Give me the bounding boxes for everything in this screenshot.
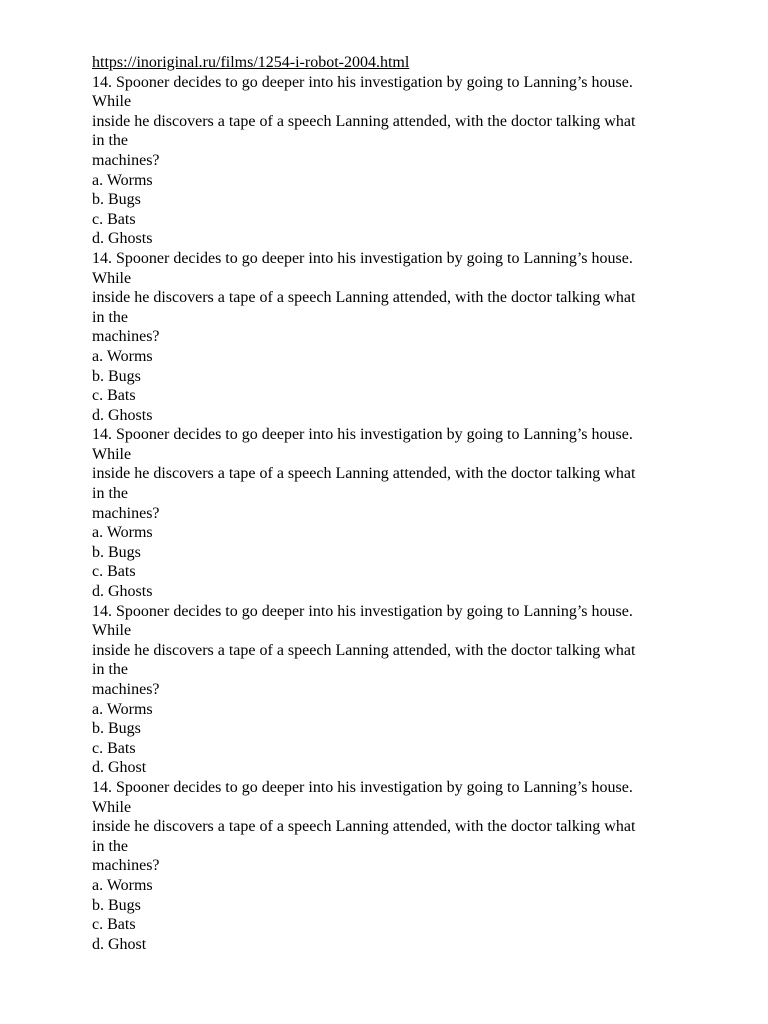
question-text-line: 14. Spooner decides to go deeper into his investigation by going to Lanning’s house.: [92, 426, 633, 444]
answer-option: d. Ghosts: [92, 406, 153, 424]
question-block: [92, 778, 732, 954]
question-text-line: While: [92, 622, 132, 640]
question-block: [92, 602, 732, 778]
question-text-line: While: [92, 93, 132, 111]
question-text-line: While: [92, 798, 132, 816]
answer-option: c. Bats: [92, 916, 136, 934]
question-text-line: in the: [92, 308, 128, 326]
answer-option: a. Worms: [92, 700, 153, 718]
answer-option: a. Worms: [92, 347, 153, 365]
answer-option: c. Bats: [92, 563, 136, 581]
answer-option: d. Ghosts: [92, 230, 153, 248]
question-text-line: inside he discovers a tape of a speech Lanning attended, with the doctor talking what: [92, 818, 636, 836]
question-text-line: machines?: [92, 857, 160, 875]
answer-option: d. Ghost: [92, 935, 147, 953]
answer-option: b. Bugs: [92, 896, 141, 914]
answer-option: a. Worms: [92, 171, 153, 189]
question-text-line: inside he discovers a tape of a speech Lanning attended, with the doctor talking what: [92, 641, 636, 659]
answer-option: b. Bugs: [92, 720, 141, 738]
question-text-line: machines?: [92, 681, 160, 698]
question-text-line: in the: [92, 132, 128, 150]
question-text-line: in the: [92, 661, 128, 679]
question-text-line: inside he discovers a tape of a speech Lanning attended, with the doctor talking what: [92, 465, 636, 483]
question-text-line: in the: [92, 485, 128, 503]
answer-option: d. Ghosts: [92, 583, 153, 601]
question-text-line: While: [92, 269, 132, 287]
answer-option: a. Worms: [92, 524, 153, 542]
question-block: [92, 249, 732, 425]
question-text-line: machines?: [92, 504, 160, 522]
question-list: [92, 73, 732, 955]
question-text-line: inside he discovers a tape of a speech Lanning attended, with the doctor talking what: [92, 289, 636, 307]
question-text-line: 14. Spooner decides to go deeper into his investigation by going to Lanning’s house.: [92, 778, 633, 796]
question-text-line: in the: [92, 837, 128, 855]
question-text-line: inside he discovers a tape of a speech Lanning attended, with the doctor talking what: [92, 112, 636, 130]
answer-option: b. Bugs: [92, 543, 141, 561]
answer-option: d. Ghost: [92, 759, 147, 777]
question-text-line: 14. Spooner decides to go deeper into his investigation by going to Lanning’s house.: [92, 602, 633, 620]
answer-option: b. Bugs: [92, 191, 141, 209]
question-text-line: machines?: [92, 328, 160, 346]
answer-option: c. Bats: [92, 210, 136, 228]
question-text-line: While: [92, 445, 132, 463]
question-text-line: machines?: [92, 151, 160, 169]
document-page: [92, 53, 732, 954]
question-text-line: 14. Spooner decides to go deeper into his investigation by going to Lanning’s house.: [92, 73, 633, 91]
question-text-line: 14. Spooner decides to go deeper into his investigation by going to Lanning’s house.: [92, 249, 633, 267]
answer-option: c. Bats: [92, 739, 136, 757]
answer-option: b. Bugs: [92, 367, 141, 385]
question-block: [92, 73, 732, 249]
question-block: [92, 425, 732, 601]
source-url-link[interactable]: https://inoriginal.ru/films/1254-i-robot-2004.html: [92, 54, 410, 71]
answer-option: a. Worms: [92, 876, 153, 894]
answer-option: c. Bats: [92, 387, 136, 405]
